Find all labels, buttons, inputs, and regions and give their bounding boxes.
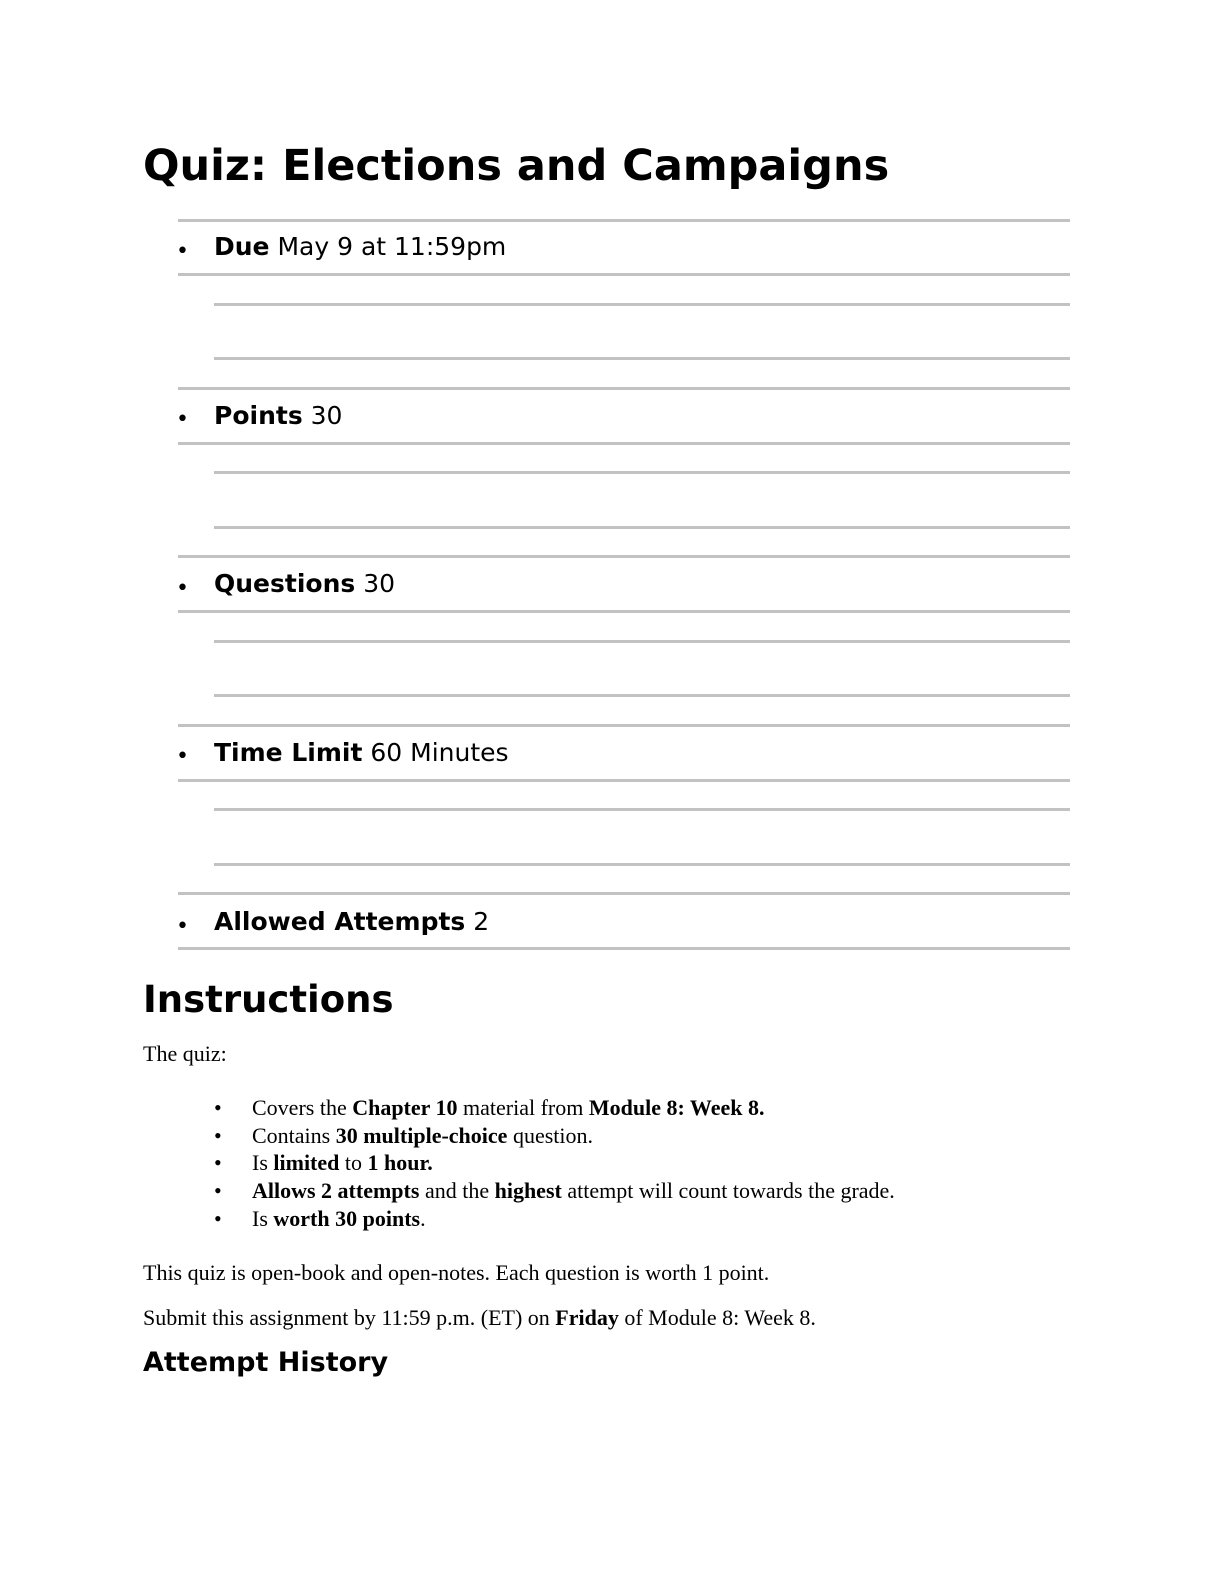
detail-value: 30: [363, 569, 396, 598]
divider: [178, 947, 1070, 950]
divider: [214, 357, 1070, 360]
divider: [214, 471, 1070, 474]
detail-value: May 9 at 11:59pm: [277, 232, 507, 261]
page-title: Quiz: Elections and Campaigns: [143, 141, 890, 191]
list-item: • Is limited to 1 hour.: [214, 1150, 433, 1176]
instructions-note: This quiz is open-book and open-notes. Each question is worth 1 point.: [143, 1260, 770, 1285]
divider: [178, 724, 1070, 727]
detail-questions: [214, 569, 395, 599]
detail-value: 30: [310, 401, 343, 430]
detail-allowed-attempts: [214, 907, 489, 937]
detail-time-limit: [214, 738, 509, 768]
divider: [214, 694, 1070, 697]
bullet-icon: •: [176, 239, 189, 264]
bullet-icon: •: [176, 914, 189, 939]
list-item: • Covers the Chapter 10 material from Module 8: Week 8.: [214, 1095, 765, 1120]
divider: [214, 863, 1070, 866]
detail-points: [214, 401, 342, 431]
list-item: • Is worth 30 points.: [214, 1205, 426, 1231]
submit-instructions: Submit this assignment by 11:59 p.m. (ET) on Friday of Module 8: Week 8.: [143, 1305, 816, 1330]
detail-label: Points: [214, 401, 303, 430]
detail-value: 2: [473, 907, 490, 936]
divider: [178, 610, 1070, 613]
detail-due: [214, 232, 506, 262]
bullet-icon: •: [214, 1205, 222, 1231]
instructions-list: [214, 1094, 895, 1232]
instructions-intro: The quiz:: [143, 1041, 227, 1066]
list-item: • Allows 2 attempts and the highest attempt will count towards the grade.: [214, 1178, 895, 1204]
attempt-history-heading: Attempt History: [143, 1347, 389, 1378]
bullet-icon: •: [214, 1095, 222, 1120]
divider: [178, 273, 1070, 276]
instructions-heading: Instructions: [143, 978, 394, 1021]
bullet-icon: •: [214, 1150, 222, 1176]
detail-label: Questions: [214, 569, 356, 598]
bullet-icon: •: [214, 1178, 222, 1204]
detail-label: Due: [214, 232, 270, 261]
divider: [178, 555, 1070, 558]
bullet-icon: •: [176, 744, 189, 769]
detail-value: 60 Minutes: [370, 738, 509, 767]
divider: [178, 219, 1070, 222]
divider: [178, 892, 1070, 895]
divider: [178, 442, 1070, 445]
divider: [214, 526, 1070, 529]
divider: [178, 779, 1070, 782]
detail-label: Allowed Attempts: [214, 907, 466, 936]
divider: [178, 387, 1070, 390]
bullet-icon: •: [214, 1122, 222, 1148]
bullet-icon: •: [176, 407, 189, 432]
divider: [214, 640, 1070, 643]
bullet-icon: •: [176, 576, 189, 601]
divider: [214, 303, 1070, 306]
divider: [214, 808, 1070, 811]
detail-label: Time Limit: [214, 738, 363, 767]
list-item: • Contains 30 multiple-choice question.: [214, 1122, 593, 1148]
